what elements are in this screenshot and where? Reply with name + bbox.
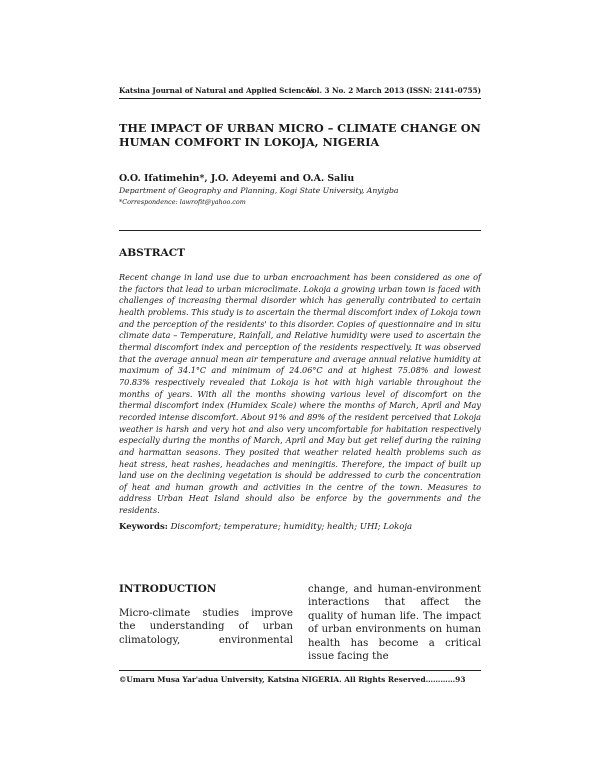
footer-rule	[119, 670, 481, 671]
author-list: O.O. Ifatimehin*, J.O. Adeyemi and O.A. Saliu	[119, 173, 355, 184]
running-header	[119, 86, 481, 96]
introduction-left-column: Micro-climate studies improve the understanding of urban climatology, environmental	[119, 608, 293, 646]
introduction-heading: INTRODUCTION	[119, 583, 217, 595]
header-rule	[119, 98, 481, 99]
article-title: THE IMPACT OF URBAN MICRO – CLIMATE CHANGE ON HUMAN COMFORT IN LOKOJA, NIGERIA	[119, 121, 481, 149]
abstract-heading: ABSTRACT	[119, 247, 186, 259]
abstract-rule	[119, 230, 481, 231]
affiliation: Department of Geography and Planning, Kogi State University, Anyigba	[119, 186, 399, 195]
volume-info: Vol. 3 No. 2 March 2013	[307, 86, 405, 95]
introduction-right-column: change, and human-environment interactions that affect the quality of human life. The impact of urban environments on human health has become a critical issue facing the	[308, 584, 481, 663]
correspondence-email: *Correspondence: lawrofit@yahoo.com	[119, 198, 246, 206]
abstract-text: Recent change in land use due to urban encroachment has been considered as one of the factors that lead to urban microclimate. Lokoja a growing urban town is faced with challenges of increasing thermal disorder which has generally contributed to certain health problems. This study is to ascertain the thermal discomfort index of Lokoja town and the perception of the residents' to this disorder. Copies of questionnaire and in situ climate data – Temperature, Rainfall, and Relative humidity were used to ascertain the thermal discomfort index and perception of the residents respectively. It was observed that the average annual mean air temperature and average annual relative humidity at maximum of 34.1°C and minimum of 24.06°C and at highest 75.08% and lowest 70.83% respectively revealed that Lokoja is hot with high variable throughout the months of years. With all the months showing various level of discomfort on the thermal discomfort index (Humidex Scale) where the months of March, April and May recorded intense discomfort. About 91% and 89% of the resident perceived that Lokoja weather is harsh and very hot and also very uncomfortable for habitation respectively especially during the months of March, April and May but get relief during the raining and harmattan seasons. They posited that weather related health problems such as heat stress, heat rashes, headaches and meningitis. Therefore, the impact of built up land use on the declining vegetation is should be addressed to curb the concentration of heat and human growth and activities in the centre of the town. Measures to address Urban Heat Island should also be enforce by the governments and the residents.	[119, 272, 481, 516]
footer-copyright: ©Umaru Musa Yar'adua University, Katsina NIGERIA. All Rights Reserved…………93	[119, 675, 466, 684]
issn: (ISSN: 2141-0755)	[406, 86, 481, 95]
keywords-label: Keywords:	[119, 522, 168, 532]
keywords-text: Discomfort; temperature; humidity; health; UHI; Lokoja	[167, 522, 413, 532]
journal-name: Katsina Journal of Natural and Applied Sciences	[119, 86, 315, 95]
keywords-line	[119, 522, 481, 532]
